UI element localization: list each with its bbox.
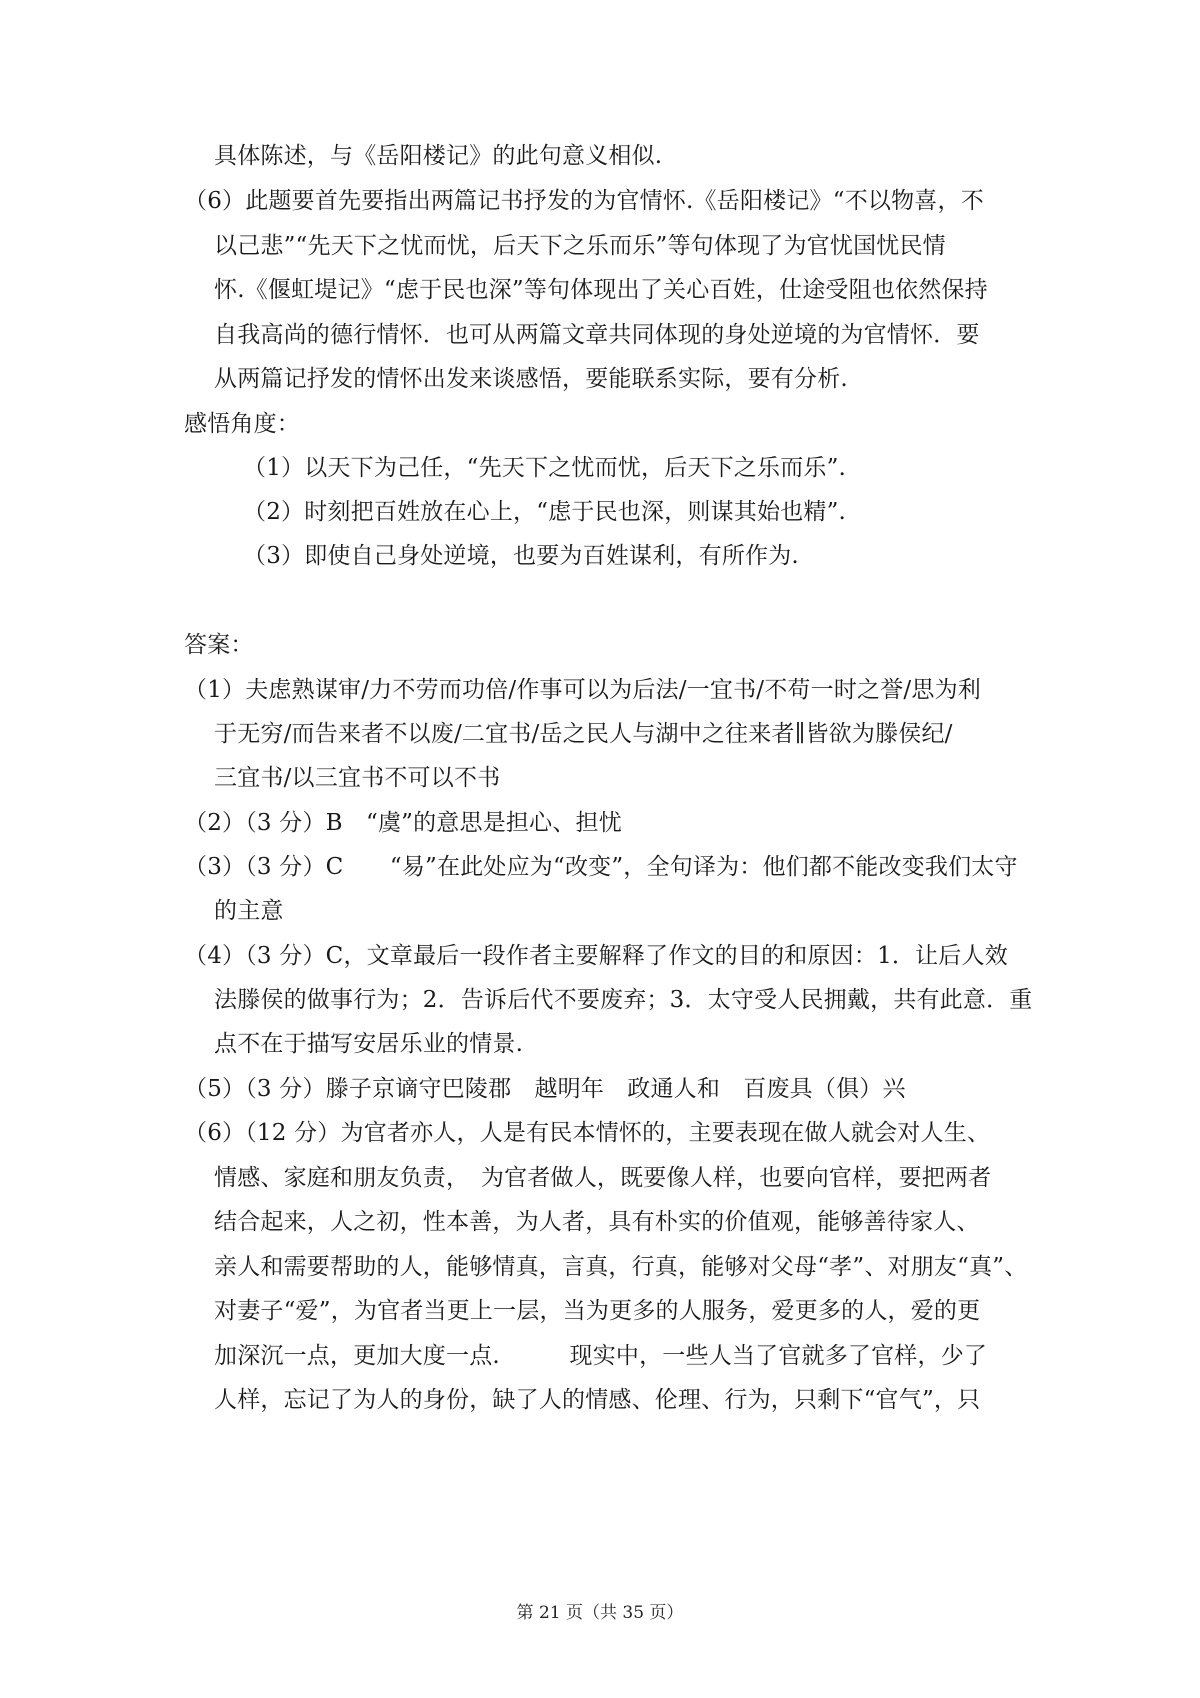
explanation-line: 从两篇记抒发的情怀出发来谈感悟，要能联系实际，要有分析. <box>214 366 848 392</box>
answer-line: 亲人和需要帮助的人，能够情真，言真，行真，能够对父母“孝”、对朋友“真”、 <box>214 1254 1028 1280</box>
section-heading: 感悟角度： <box>184 411 300 437</box>
list-item: （3）即使自己身处逆境，也要为百姓谋利，有所作为. <box>243 543 799 569</box>
answer-line: 点不在于描写安居乐业的情景. <box>214 1031 524 1057</box>
answer-heading: 答案： <box>184 632 254 658</box>
answer-line: 法滕侯的做事行为；2．告诉后代不要废弃；3．太守受人民拥戴，共有此意．重 <box>214 987 1033 1013</box>
answer-line: 的主意 <box>214 898 284 924</box>
answer-line: （1）夫虑熟谋审/力不劳而功倍/作事可以为后法/一宜书/不苟一时之誉/思为利 <box>184 677 981 703</box>
explanation-line: 自我高尚的德行情怀．也可从两篇文章共同体现的身处逆境的为官情怀．要 <box>214 322 980 348</box>
answer-line: （6）（12 分）为官者亦人，人是有民本情怀的，主要表现在做人就会对人生、 <box>184 1120 991 1146</box>
answer-line: （3）（3 分）C “易”在此处应为“改变”，全句译为：他们都不能改变我们太守 <box>184 854 1018 880</box>
explanation-line: 以己悲”“先天下之忧而忧，后天下之乐而乐”等句体现了为官忧国忧民情 <box>214 233 946 259</box>
explanation-line: （6）此题要首先要指出两篇记书抒发的为官情怀.《岳阳楼记》“不以物喜，不 <box>184 188 984 214</box>
explanation-line: 怀.《偃虹堤记》“虑于民也深”等句体现出了关心百姓，仕途受阻也依然保持 <box>214 277 988 303</box>
list-item: （2）时刻把百姓放在心上，“虑于民也深，则谋其始也精”. <box>243 499 847 525</box>
answer-line: （5）（3 分）滕子京谪守巴陵郡 越明年 政通人和 百废具（俱）兴 <box>184 1076 906 1102</box>
answer-line: 于无穷/而告来者不以废/二宜书/岳之民人与湖中之往来者∥皆欲为滕侯纪/ <box>214 721 953 747</box>
answer-line: （2）（3 分）B “虞”的意思是担心、担忧 <box>184 810 622 836</box>
list-item: （1）以天下为己任，“先天下之忧而忧，后天下之乐而乐”. <box>243 455 847 481</box>
explanation-line: 具体陈述，与《岳阳楼记》的此句意义相似. <box>214 143 663 169</box>
answer-line: （4）（3 分）C，文章最后一段作者主要解释了作文的目的和原因：1．让后人效 <box>184 943 1008 969</box>
answer-line: 三宜书/以三宜书不可以不书 <box>214 765 501 791</box>
answer-line: 加深沉一点，更加大度一点. 现实中，一些人当了官就多了官样，少了 <box>214 1343 988 1369</box>
page-number: 第 21 页（共 35 页） <box>516 1603 684 1623</box>
answer-line: 结合起来，人之初，性本善，为人者，具有朴实的价值观，能够善待家人、 <box>214 1209 980 1235</box>
answer-line: 对妻子“爱”，为官者当更上一层，当为更多的人服务，爱更多的人，爱的更 <box>214 1298 981 1324</box>
answer-line: 情感、家庭和朋友负责， 为官者做人，既要像人样，也要向官样，要把两者 <box>214 1165 992 1191</box>
answer-line: 人样，忘记了为人的身份，缺了人的情感、伦理、行为，只剩下“官气”，只 <box>214 1387 981 1413</box>
